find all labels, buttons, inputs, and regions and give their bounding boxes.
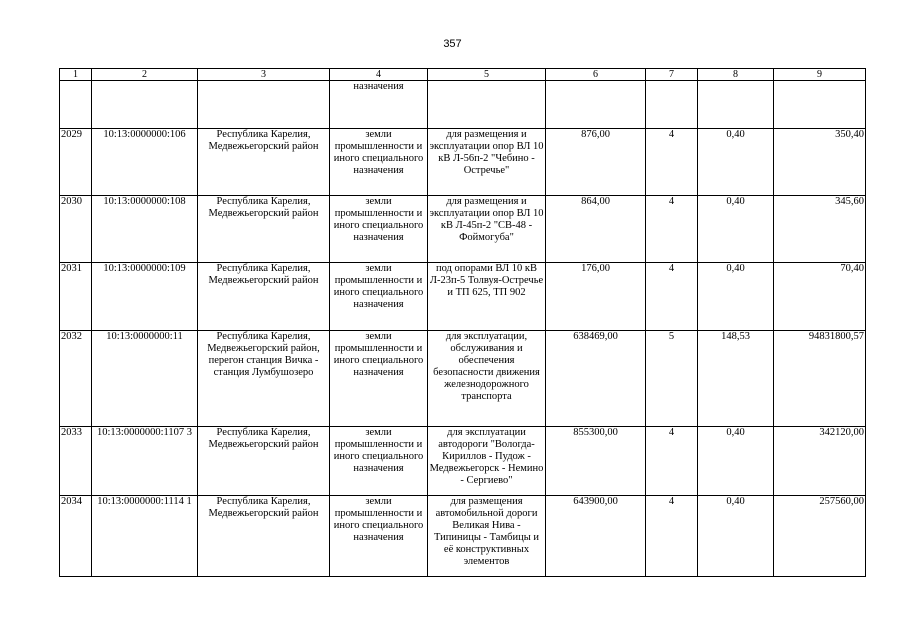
area-cell [546,81,646,129]
rate-cell [698,81,774,129]
permitted-use-cell: для эксплуатации, обслуживания и обеспечения безопасности движения железнодорожного транспорта [428,331,546,427]
value-cell: 257560,00 [774,496,866,577]
table-row [60,129,866,196]
rate-cell: 0,40 [698,129,774,196]
row-number-cell: 2031 [60,263,92,331]
land-category-cell: земли промышленности и иного специального назначения [330,427,428,496]
group-cell: 4 [646,196,698,263]
value-cell: 94831800,57 [774,331,866,427]
rate-cell: 148,53 [698,331,774,427]
permitted-use-cell: для эксплуатации автодороги "Вологда-Кириллов - Пудож - Медвежьегорск - Немино - Сергиево" [428,427,546,496]
column-header-5: 5 [428,69,546,81]
land-category-cell: назначения [330,81,428,129]
land-register-table [59,68,866,577]
cadastral-number-cell: 10:13:0000000:11 [92,331,198,427]
group-cell: 5 [646,331,698,427]
column-header-8: 8 [698,69,774,81]
column-header-7: 7 [646,69,698,81]
land-category-cell: земли промышленности и иного специального назначения [330,129,428,196]
cadastral-number-cell: 10:13:0000000:109 [92,263,198,331]
group-cell [646,81,698,129]
row-number-cell: 2034 [60,496,92,577]
column-header-3: 3 [198,69,330,81]
table-row [60,263,866,331]
table-row [60,331,866,427]
area-cell: 643900,00 [546,496,646,577]
value-cell: 342120,00 [774,427,866,496]
cadastral-number-cell: 10:13:0000000:106 [92,129,198,196]
group-cell: 4 [646,129,698,196]
address-cell [198,81,330,129]
table-row [60,427,866,496]
value-cell: 70,40 [774,263,866,331]
column-header-2: 2 [92,69,198,81]
land-category-cell: земли промышленности и иного специального назначения [330,196,428,263]
permitted-use-cell: для размещения и эксплуатации опор ВЛ 10 кВ Л-45п-2 "СВ-48 - Фоймогуба" [428,196,546,263]
address-cell: Республика Карелия, Медвежьегорский район [198,496,330,577]
column-header-6: 6 [546,69,646,81]
row-number-cell: 2029 [60,129,92,196]
area-cell: 855300,00 [546,427,646,496]
group-cell: 4 [646,496,698,577]
address-cell: Республика Карелия, Медвежьегорский район [198,427,330,496]
permitted-use-cell: под опорами ВЛ 10 кВ Л-23п-5 Толвуя-Остречье и ТП 625, ТП 902 [428,263,546,331]
land-category-cell: земли промышленности и иного специального назначения [330,331,428,427]
cadastral-number-cell: 10:13:0000000:108 [92,196,198,263]
group-cell: 4 [646,263,698,331]
cadastral-number-cell [92,81,198,129]
area-cell: 638469,00 [546,331,646,427]
value-cell: 350,40 [774,129,866,196]
column-header-9: 9 [774,69,866,81]
column-number-row [60,69,866,81]
table-row [60,196,866,263]
value-cell: 345,60 [774,196,866,263]
page-number: 357 [443,38,462,50]
column-header-4: 4 [330,69,428,81]
cadastral-number-cell: 10:13:0000000:1107 3 [92,427,198,496]
address-cell: Республика Карелия, Медвежьегорский район [198,263,330,331]
land-category-cell: земли промышленности и иного специального назначения [330,263,428,331]
row-number-cell [60,81,92,129]
rate-cell: 0,40 [698,427,774,496]
permitted-use-cell [428,81,546,129]
address-cell: Республика Карелия, Медвежьегорский район, перегон станция Вичка - станция Лумбушозеро [198,331,330,427]
row-number-cell: 2030 [60,196,92,263]
rate-cell: 0,40 [698,263,774,331]
area-cell: 876,00 [546,129,646,196]
continuation-row [60,81,866,129]
value-cell [774,81,866,129]
address-cell: Республика Карелия, Медвежьегорский район [198,196,330,263]
address-cell: Республика Карелия, Медвежьегорский район [198,129,330,196]
permitted-use-cell: для размещения и эксплуатации опор ВЛ 10 кВ Л-56п-2 "Чебино - Остречье" [428,129,546,196]
rate-cell: 0,40 [698,496,774,577]
group-cell: 4 [646,427,698,496]
land-category-cell: земли промышленности и иного специального назначения [330,496,428,577]
area-cell: 176,00 [546,263,646,331]
row-number-cell: 2032 [60,331,92,427]
column-header-1: 1 [60,69,92,81]
table-row [60,496,866,577]
rate-cell: 0,40 [698,196,774,263]
permitted-use-cell: для размещения автомобильной дороги Великая Нива - Типиницы - Тамбицы и её конструктивных элементов [428,496,546,577]
cadastral-number-cell: 10:13:0000000:1114 1 [92,496,198,577]
area-cell: 864,00 [546,196,646,263]
row-number-cell: 2033 [60,427,92,496]
